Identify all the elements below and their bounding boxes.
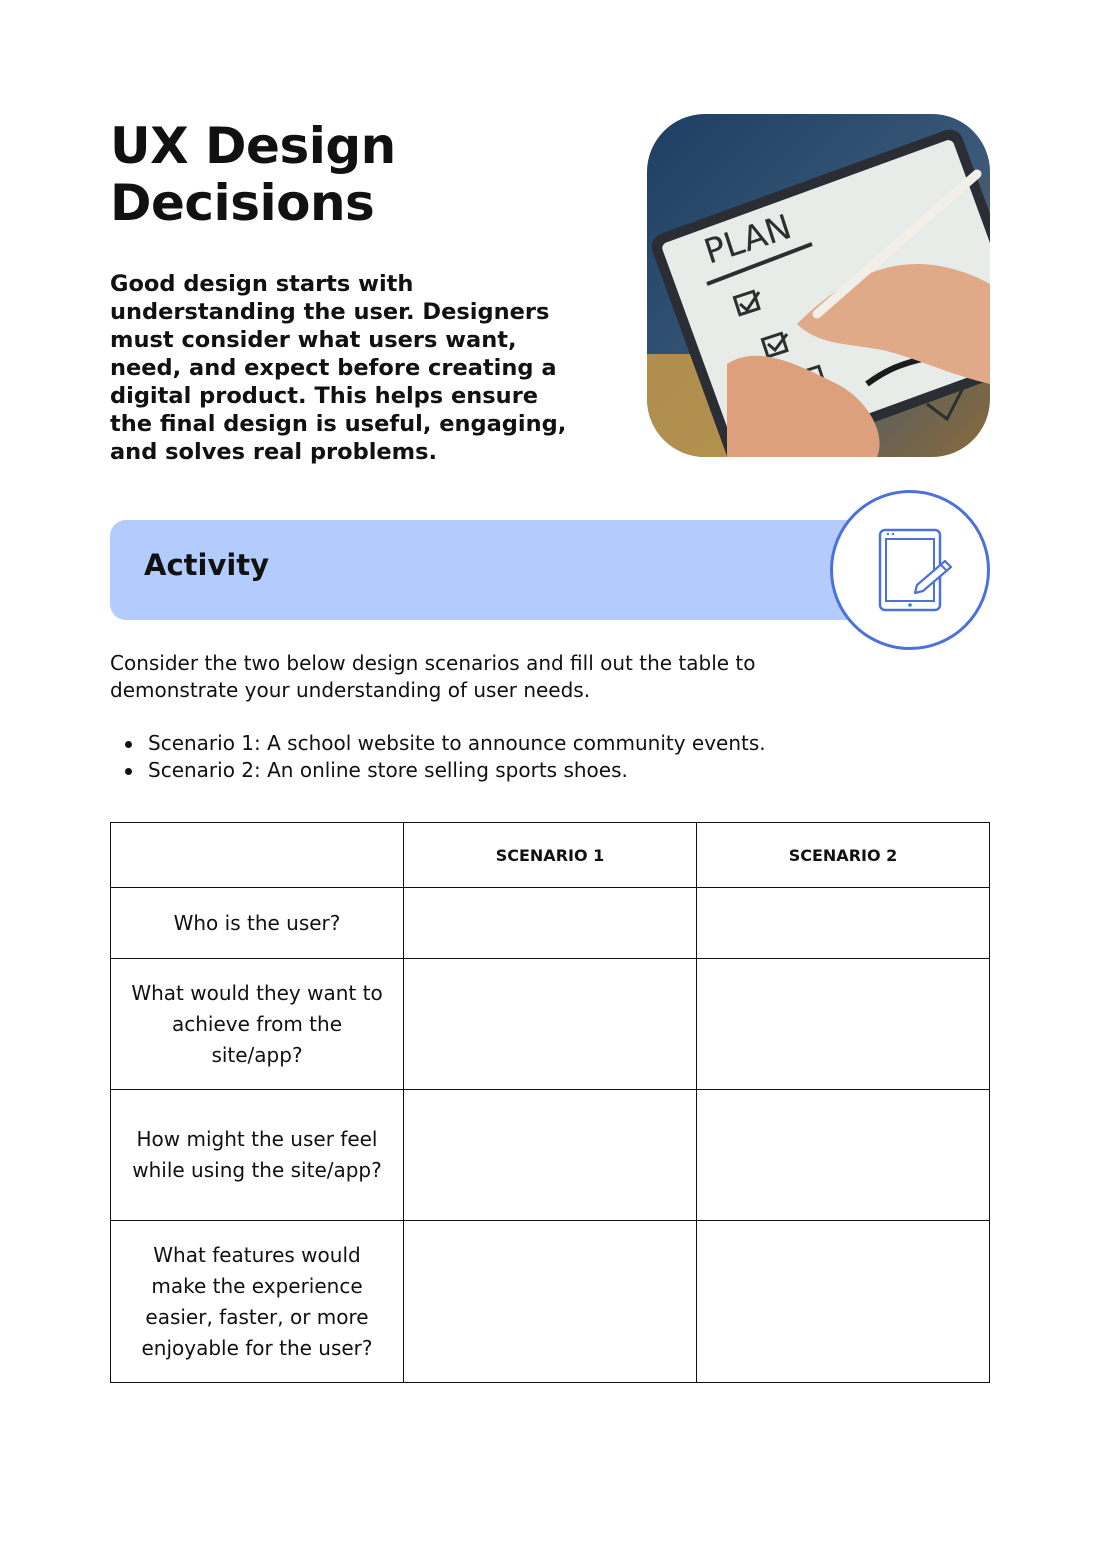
table-row bbox=[111, 1221, 990, 1383]
answer-cell-scenario-1[interactable] bbox=[404, 959, 697, 1090]
table-row bbox=[111, 1090, 990, 1221]
answer-cell-scenario-2[interactable] bbox=[697, 959, 990, 1090]
table-row bbox=[111, 888, 990, 959]
page-title: UX Design Decisions bbox=[110, 117, 396, 232]
scenario-list bbox=[110, 730, 766, 784]
table-header-blank bbox=[111, 823, 404, 888]
answer-cell-scenario-1[interactable] bbox=[404, 888, 697, 959]
activity-instructions: Consider the two below design scenarios and fill out the table to demonstrate your understanding of user needs. bbox=[110, 651, 756, 702]
question-cell: How might the user feel while using the site/app? bbox=[111, 1090, 404, 1221]
activity-heading: Activity bbox=[144, 548, 270, 582]
table-header-scenario-2: SCENARIO 2 bbox=[697, 823, 990, 888]
list-item: Scenario 2: An online store selling sports shoes. bbox=[110, 757, 766, 784]
intro-paragraph: Good design starts with understanding the user. Designers must consider what users want, need, and expect before creating a digital product. This helps ensure the final design is useful, engaging, and solves real problems. bbox=[110, 271, 567, 465]
worksheet-table bbox=[110, 822, 990, 1383]
activity-banner bbox=[110, 520, 900, 620]
answer-cell-scenario-2[interactable] bbox=[697, 1090, 990, 1221]
table-row bbox=[111, 959, 990, 1090]
question-cell: What features would make the experience easier, faster, or more enjoyable for the user? bbox=[111, 1221, 404, 1383]
table-header-row bbox=[111, 823, 990, 888]
answer-cell-scenario-1[interactable] bbox=[404, 1221, 697, 1383]
tablet-pencil-icon bbox=[830, 490, 990, 650]
answer-cell-scenario-2[interactable] bbox=[697, 888, 990, 959]
plan-label: PLAN bbox=[699, 207, 797, 273]
table-header-scenario-1: SCENARIO 1 bbox=[404, 823, 697, 888]
question-cell: What would they want to achieve from the site/app? bbox=[111, 959, 404, 1090]
tablet-plan-photo bbox=[647, 114, 990, 457]
answer-cell-scenario-2[interactable] bbox=[697, 1221, 990, 1383]
question-cell: Who is the user? bbox=[111, 888, 404, 959]
answer-cell-scenario-1[interactable] bbox=[404, 1090, 697, 1221]
list-item: Scenario 1: A school website to announce community events. bbox=[110, 730, 766, 757]
